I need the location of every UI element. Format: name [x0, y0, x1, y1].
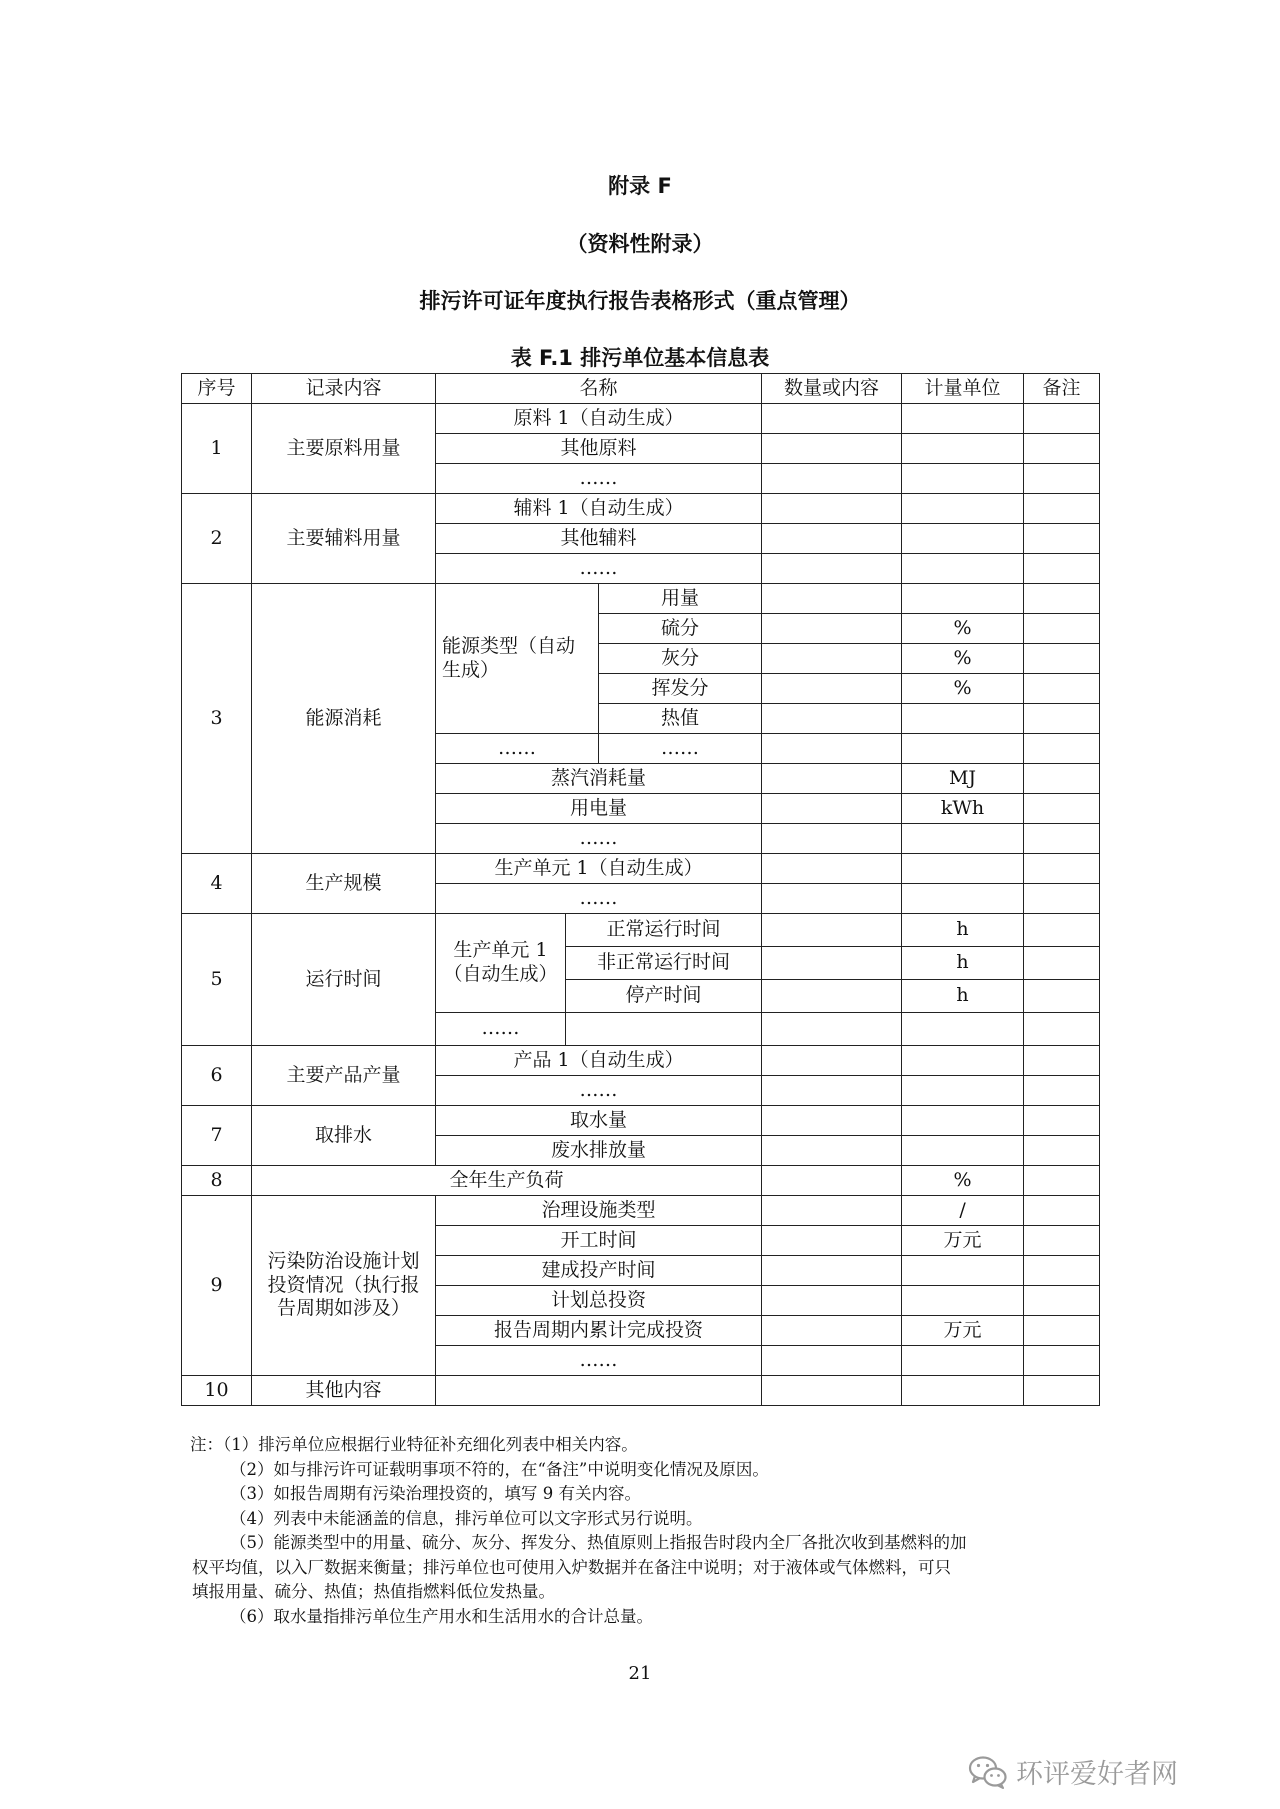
unit-cell: h	[902, 980, 1024, 1013]
record-label: 运行时间	[252, 914, 436, 1046]
remark-cell	[1024, 947, 1100, 980]
remark-cell	[1024, 1013, 1100, 1046]
unit-cell: %	[902, 614, 1024, 644]
item-name: 硫分	[599, 614, 762, 644]
item-name: 辅料 1（自动生成）	[436, 494, 762, 524]
unit-cell	[902, 584, 1024, 614]
unit-cell	[902, 434, 1024, 464]
item-name: 报告周期内累计完成投资	[436, 1316, 762, 1346]
document-title: 排污许可证年度执行报告表格形式（重点管理）	[419, 289, 861, 313]
remark-cell	[1024, 464, 1100, 494]
item-name: ……	[599, 734, 762, 764]
row-number: 3	[182, 584, 252, 854]
unit-cell: kWh	[902, 794, 1024, 824]
remark-cell	[1024, 1106, 1100, 1136]
unit-cell: 万元	[902, 1316, 1024, 1346]
note-4: （4）列表中未能涵盖的信息，排污单位可以文字形式另行说明。	[230, 1508, 703, 1528]
table-row	[182, 404, 1100, 434]
table-caption: 表 F.1 排污单位基本信息表	[510, 346, 770, 370]
energy-type-group: 能源类型（自动生成）	[436, 584, 599, 734]
row-number: 7	[182, 1106, 252, 1166]
value-cell	[762, 1166, 902, 1196]
unit-cell	[902, 1013, 1024, 1046]
item-name: 挥发分	[599, 674, 762, 704]
note-5-continued: 权平均值，以入厂数据来衡量；排污单位也可使用入炉数据并在备注中说明；对于液体或气体燃料，可只	[192, 1557, 951, 1577]
remark-cell	[1024, 854, 1100, 884]
remark-cell	[1024, 1136, 1100, 1166]
value-cell	[762, 734, 902, 764]
remark-cell	[1024, 824, 1100, 854]
unit-cell: 万元	[902, 1226, 1024, 1256]
value-cell	[762, 1346, 902, 1376]
record-label: 其他内容	[252, 1376, 436, 1406]
unit-cell	[902, 1376, 1024, 1406]
table-header-row	[182, 374, 1100, 404]
item-name: ……	[436, 464, 762, 494]
unit-cell: MJ	[902, 764, 1024, 794]
item-name: 蒸汽消耗量	[436, 764, 762, 794]
remark-cell	[1024, 554, 1100, 584]
item-name: 原料 1（自动生成）	[436, 404, 762, 434]
unit-cell	[902, 1106, 1024, 1136]
value-cell	[762, 914, 902, 947]
basic-info-table	[181, 373, 1100, 1406]
header-cell: 数量或内容	[762, 374, 902, 404]
table-row	[182, 494, 1100, 524]
value-cell	[762, 1013, 902, 1046]
value-cell	[762, 704, 902, 734]
record-label: 能源消耗	[252, 584, 436, 854]
header-cell: 备注	[1024, 374, 1100, 404]
unit-cell	[902, 854, 1024, 884]
item-name: ……	[436, 884, 762, 914]
item-name: 停产时间	[566, 980, 762, 1013]
remark-cell	[1024, 1256, 1100, 1286]
item-name: 治理设施类型	[436, 1196, 762, 1226]
value-cell	[762, 1046, 902, 1076]
table-row	[182, 1196, 1100, 1226]
item-name: 用量	[599, 584, 762, 614]
unit-cell	[902, 734, 1024, 764]
unit-cell: %	[902, 674, 1024, 704]
unit-cell	[902, 1256, 1024, 1286]
remark-cell	[1024, 794, 1100, 824]
unit-cell	[902, 1076, 1024, 1106]
header-cell: 序号	[182, 374, 252, 404]
value-cell	[762, 1226, 902, 1256]
value-cell	[762, 1076, 902, 1106]
item-name: 非正常运行时间	[566, 947, 762, 980]
value-cell	[762, 464, 902, 494]
item-name	[566, 1013, 762, 1046]
remark-cell	[1024, 614, 1100, 644]
value-cell	[762, 554, 902, 584]
value-cell	[762, 764, 902, 794]
item-name: 用电量	[436, 794, 762, 824]
value-cell	[762, 674, 902, 704]
record-label: 主要原料用量	[252, 404, 436, 494]
unit-cell	[902, 884, 1024, 914]
item-name: ……	[436, 734, 599, 764]
item-name: 生产单元 1（自动生成）	[436, 854, 762, 884]
item-name: 取水量	[436, 1106, 762, 1136]
item-name: ……	[436, 1076, 762, 1106]
value-cell	[762, 434, 902, 464]
item-name: 开工时间	[436, 1226, 762, 1256]
item-name: 产品 1（自动生成）	[436, 1046, 762, 1076]
row-number: 5	[182, 914, 252, 1046]
table-row	[182, 1106, 1100, 1136]
table-row	[182, 914, 1100, 947]
remark-cell	[1024, 704, 1100, 734]
note-6: （6）取水量指排污单位生产用水和生活用水的合计总量。	[230, 1606, 653, 1626]
remark-cell	[1024, 494, 1100, 524]
note-1: 注：（1）排污单位应根据行业特征补充细化列表中相关内容。	[190, 1435, 638, 1454]
value-cell	[762, 980, 902, 1013]
value-cell	[762, 947, 902, 980]
record-label: 污染防治设施计划投资情况（执行报告周期如涉及）	[252, 1196, 436, 1376]
item-name: 其他原料	[436, 434, 762, 464]
remark-cell	[1024, 1316, 1100, 1346]
item-name: 正常运行时间	[566, 914, 762, 947]
note-5: （5）能源类型中的用量、硫分、灰分、挥发分、热值原则上指报告时段内全厂各批次收到基燃料的加	[230, 1533, 967, 1552]
remark-cell	[1024, 1196, 1100, 1226]
page-number: 21	[628, 1663, 652, 1684]
remark-cell	[1024, 1346, 1100, 1376]
value-cell	[762, 494, 902, 524]
value-cell	[762, 404, 902, 434]
appendix-type-heading: （资料性附录）	[566, 232, 714, 256]
value-cell	[762, 644, 902, 674]
value-cell	[762, 1256, 902, 1286]
item-name: 灰分	[599, 644, 762, 674]
wechat-icon	[968, 1755, 1008, 1789]
production-unit-group: 生产单元 1（自动生成）	[436, 914, 566, 1013]
value-cell	[762, 794, 902, 824]
value-cell	[762, 584, 902, 614]
remark-cell	[1024, 1076, 1100, 1106]
unit-cell: h	[902, 947, 1024, 980]
remark-cell	[1024, 584, 1100, 614]
item-name: ……	[436, 554, 762, 584]
unit-cell	[902, 494, 1024, 524]
unit-cell	[902, 1346, 1024, 1376]
value-cell	[762, 1316, 902, 1346]
table-row	[182, 1166, 1100, 1196]
item-name: ……	[436, 1013, 566, 1046]
unit-cell	[902, 524, 1024, 554]
remark-cell	[1024, 1226, 1100, 1256]
remark-cell	[1024, 434, 1100, 464]
record-label: 取排水	[252, 1106, 436, 1166]
record-label: 主要辅料用量	[252, 494, 436, 584]
header-cell: 记录内容	[252, 374, 436, 404]
header-cell: 名称	[436, 374, 762, 404]
note-5-continued: 填报用量、硫分、热值；热值指燃料低位发热量。	[192, 1582, 555, 1601]
item-name: 废水排放量	[436, 1136, 762, 1166]
unit-cell	[902, 554, 1024, 584]
item-name: ……	[436, 824, 762, 854]
remark-cell	[1024, 524, 1100, 554]
value-cell	[762, 1376, 902, 1406]
unit-cell	[902, 704, 1024, 734]
item-name: ……	[436, 1346, 762, 1376]
remark-cell	[1024, 1166, 1100, 1196]
row-number: 1	[182, 404, 252, 494]
note-2: （2）如与排污许可证载明事项不符的，在“备注”中说明变化情况及原因。	[230, 1459, 769, 1479]
row-number: 8	[182, 1166, 252, 1196]
unit-cell	[902, 1046, 1024, 1076]
remark-cell	[1024, 1046, 1100, 1076]
header-cell: 计量单位	[902, 374, 1024, 404]
item-name	[436, 1376, 762, 1406]
table-row	[182, 854, 1100, 884]
unit-cell	[902, 1136, 1024, 1166]
remark-cell	[1024, 734, 1100, 764]
row-number: 10	[182, 1376, 252, 1406]
remark-cell	[1024, 404, 1100, 434]
row-number: 4	[182, 854, 252, 914]
value-cell	[762, 824, 902, 854]
table-row	[182, 584, 1100, 614]
remark-cell	[1024, 980, 1100, 1013]
item-name: 计划总投资	[436, 1286, 762, 1316]
remark-cell	[1024, 674, 1100, 704]
item-name: 其他辅料	[436, 524, 762, 554]
remark-cell	[1024, 644, 1100, 674]
watermark	[968, 1752, 1178, 1791]
value-cell	[762, 1106, 902, 1136]
value-cell	[762, 1286, 902, 1316]
unit-cell	[902, 1286, 1024, 1316]
value-cell	[762, 1196, 902, 1226]
unit-cell	[902, 464, 1024, 494]
unit-cell: /	[902, 1196, 1024, 1226]
record-label: 全年生产负荷	[252, 1166, 762, 1196]
appendix-heading: 附录 F	[608, 174, 672, 198]
value-cell	[762, 1136, 902, 1166]
remark-cell	[1024, 1376, 1100, 1406]
value-cell	[762, 614, 902, 644]
table-row	[182, 1376, 1100, 1406]
note-3: （3）如报告周期有污染治理投资的，填写 9 有关内容。	[230, 1484, 641, 1503]
row-number: 9	[182, 1196, 252, 1376]
value-cell	[762, 524, 902, 554]
watermark-text: 环评爱好者网	[1016, 1759, 1178, 1790]
record-label: 主要产品产量	[252, 1046, 436, 1106]
table-row	[182, 1046, 1100, 1076]
remark-cell	[1024, 914, 1100, 947]
row-number: 6	[182, 1046, 252, 1106]
item-name: 建成投产时间	[436, 1256, 762, 1286]
row-number: 2	[182, 494, 252, 584]
unit-cell	[902, 404, 1024, 434]
remark-cell	[1024, 884, 1100, 914]
unit-cell: %	[902, 644, 1024, 674]
record-label: 生产规模	[252, 854, 436, 914]
table-notes	[190, 1433, 1090, 1629]
value-cell	[762, 884, 902, 914]
value-cell	[762, 854, 902, 884]
item-name: 热值	[599, 704, 762, 734]
unit-cell: %	[902, 1166, 1024, 1196]
remark-cell	[1024, 1286, 1100, 1316]
unit-cell: h	[902, 914, 1024, 947]
remark-cell	[1024, 764, 1100, 794]
unit-cell	[902, 824, 1024, 854]
